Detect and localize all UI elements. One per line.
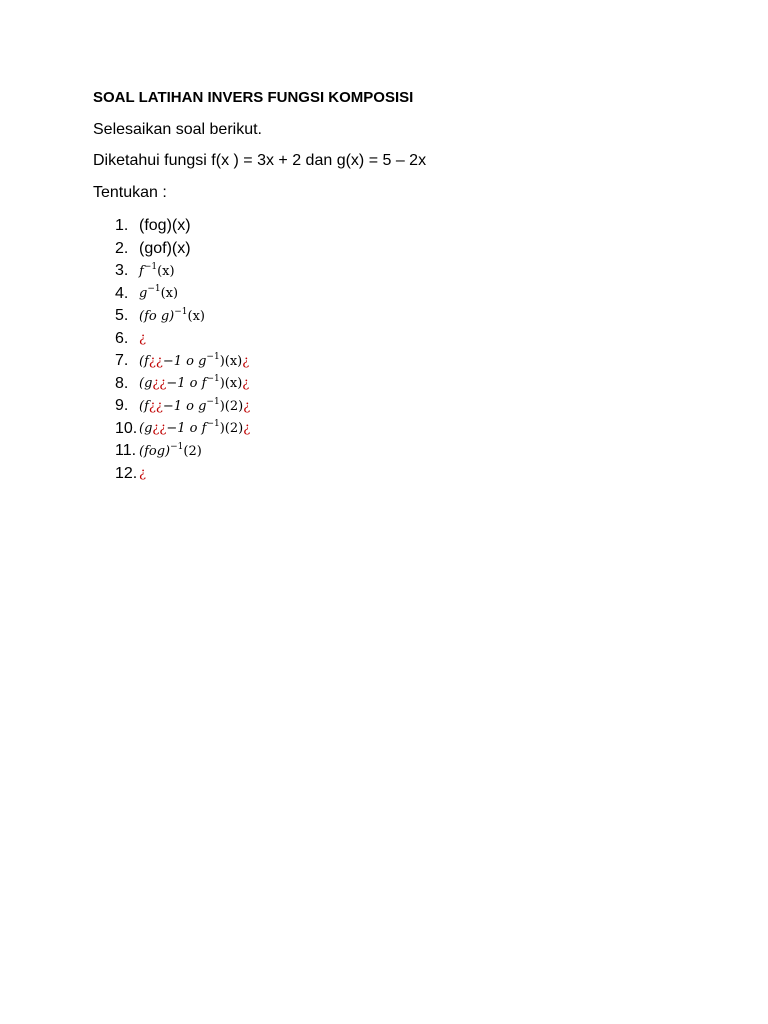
math-close: )(x): [219, 376, 243, 392]
item-number: 8.: [115, 374, 129, 392]
item-number: 5.: [115, 307, 129, 325]
list-item: [115, 463, 250, 486]
math-expression: [139, 261, 175, 279]
math-middle: −1 o f: [166, 376, 207, 392]
math-expression: [139, 421, 250, 436]
list-item: [115, 305, 250, 328]
math-superscript: −1: [147, 284, 161, 295]
error-glyph: ¿¿: [148, 353, 163, 369]
error-glyph: ¿: [242, 353, 250, 369]
math-base: f: [139, 263, 144, 279]
math-argument: (x): [160, 286, 179, 302]
math-expression: [139, 441, 202, 459]
item-number: 3.: [115, 262, 129, 280]
math-expression: [139, 351, 250, 369]
item-number: 10.: [115, 419, 138, 437]
math-expression: [139, 396, 251, 414]
item-number: 4.: [115, 284, 129, 302]
math-middle: −1 o g: [162, 398, 207, 414]
error-glyph: ¿: [243, 398, 251, 414]
math-base: g: [139, 286, 148, 302]
error-glyph: ¿¿: [152, 376, 167, 392]
error-glyph: ¿: [243, 421, 251, 437]
math-open: (g: [139, 421, 153, 437]
math-open: (f: [139, 398, 149, 414]
math-middle: −1 o f: [166, 421, 207, 437]
item-text: (gof)(x): [139, 239, 191, 257]
item-number: 2.: [115, 239, 129, 257]
error-glyph: ¿¿: [152, 421, 167, 437]
math-close: )(x): [219, 353, 243, 369]
error-glyph: ¿: [139, 466, 146, 482]
given-functions-text: Diketahui fungsi f(x ) = 3x + 2 dan g(x) = 5 – 2x: [93, 152, 427, 169]
list-item: [115, 418, 250, 441]
math-superscript: −1: [206, 396, 220, 407]
math-argument: (x): [187, 308, 206, 324]
item-number: 1.: [115, 217, 129, 235]
math-superscript: −1: [206, 351, 220, 362]
error-glyph: ¿: [139, 331, 146, 347]
list-item: [115, 328, 250, 351]
item-number: 9.: [115, 397, 129, 415]
math-superscript: −1: [174, 306, 188, 317]
math-base: (fog): [139, 443, 171, 459]
math-argument: (2): [183, 443, 202, 459]
math-middle: −1 o g: [162, 353, 207, 369]
item-number: 11.: [115, 442, 137, 460]
list-item: [115, 238, 250, 261]
question-list: [115, 215, 250, 485]
item-number: 6.: [115, 329, 129, 347]
math-open: (g: [139, 376, 153, 392]
math-superscript: −1: [206, 374, 220, 385]
instruction-text: Selesaikan soal berikut.: [93, 121, 262, 138]
list-item: [115, 395, 250, 418]
item-number: 7.: [115, 352, 129, 370]
math-base: (fo g): [139, 308, 175, 324]
math-open: (f: [139, 353, 149, 369]
document-title: SOAL LATIHAN INVERS FUNGSI KOMPOSISI: [93, 89, 414, 106]
math-superscript: −1: [206, 419, 220, 430]
determine-label: Tentukan :: [93, 184, 167, 201]
math-close: )(2): [219, 421, 244, 437]
error-glyph: ¿: [242, 376, 250, 392]
list-item: [115, 373, 250, 396]
math-expression: [139, 306, 206, 324]
math-expression: [139, 286, 178, 301]
error-glyph: ¿¿: [148, 398, 163, 414]
list-item: [115, 215, 250, 238]
list-item: [115, 260, 250, 283]
list-item: [115, 350, 250, 373]
list-item: [115, 283, 250, 306]
item-text: (fog)(x): [139, 217, 191, 235]
math-close: )(2): [219, 398, 244, 414]
math-expression: [139, 376, 249, 391]
math-argument: (x): [157, 263, 175, 279]
math-superscript: −1: [143, 261, 158, 272]
math-superscript: −1: [170, 441, 184, 452]
item-number: 12.: [115, 464, 138, 482]
list-item: [115, 440, 250, 463]
